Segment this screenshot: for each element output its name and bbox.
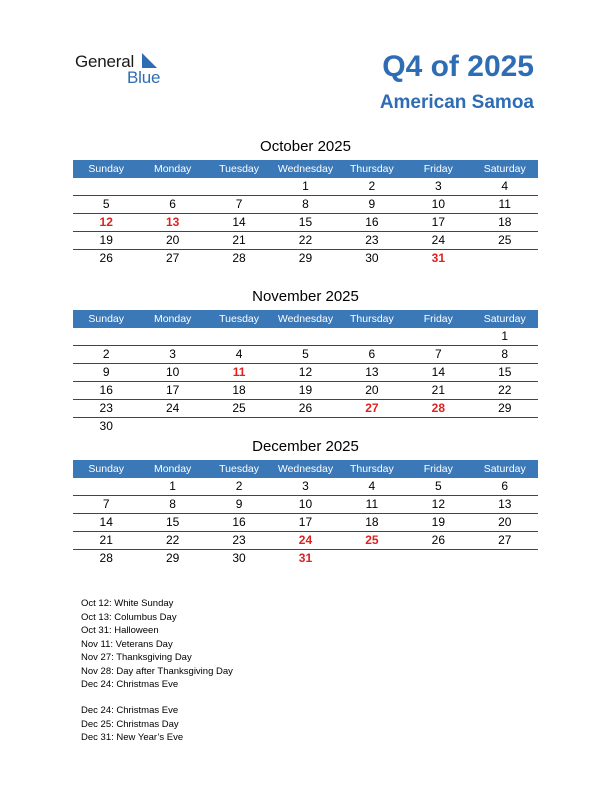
day-cell: 11 bbox=[365, 497, 379, 511]
day-cell bbox=[272, 328, 338, 345]
weekday-label: Sunday bbox=[88, 463, 125, 475]
weekday-label: Monday bbox=[153, 463, 192, 475]
day-cell: 2 bbox=[235, 479, 243, 493]
holiday-note: Dec 25: Christmas Day bbox=[81, 718, 179, 730]
weekday-label: Sunday bbox=[88, 163, 125, 175]
day-cell: 31 bbox=[431, 251, 445, 265]
day-cell: 10 bbox=[298, 497, 313, 511]
day-cell bbox=[405, 550, 471, 567]
day-cell: 29 bbox=[298, 251, 313, 265]
day-cell: 7 bbox=[102, 497, 110, 511]
week-row bbox=[73, 328, 538, 346]
day-cell: 17 bbox=[165, 383, 180, 397]
day-cell: 26 bbox=[99, 251, 113, 265]
day-cell: 2 bbox=[368, 179, 376, 193]
day-cell bbox=[472, 250, 538, 267]
holiday-note: Oct 31: Halloween bbox=[81, 625, 159, 636]
month-november bbox=[73, 287, 538, 435]
day-cell: 3 bbox=[302, 479, 309, 493]
logo-word-general: General bbox=[75, 52, 135, 71]
weekday-header bbox=[73, 310, 538, 328]
day-cell bbox=[339, 550, 405, 567]
day-cell: 4 bbox=[501, 179, 509, 193]
weekday-header bbox=[73, 160, 538, 178]
day-cell: 8 bbox=[302, 197, 309, 211]
day-cell bbox=[73, 478, 139, 495]
day-cell: 31 bbox=[298, 551, 313, 565]
day-cell: 29 bbox=[498, 401, 512, 415]
week-row bbox=[73, 532, 538, 550]
day-cell: 21 bbox=[431, 383, 445, 397]
month-october bbox=[73, 137, 538, 267]
day-cell: 10 bbox=[165, 365, 180, 379]
day-cell: 15 bbox=[498, 365, 512, 379]
day-cell: 24 bbox=[298, 533, 313, 547]
weekday-label: Wednesday bbox=[277, 163, 334, 175]
holiday-note: Oct 12: White Sunday bbox=[81, 598, 174, 609]
day-cell: 27 bbox=[498, 533, 512, 547]
week-row bbox=[73, 364, 538, 382]
week-row bbox=[73, 496, 538, 514]
day-cell: 27 bbox=[365, 401, 379, 415]
holiday-note: Dec 24: Christmas Eve bbox=[81, 705, 179, 716]
day-cell: 30 bbox=[232, 551, 246, 565]
day-cell: 11 bbox=[232, 365, 246, 379]
day-cell bbox=[405, 418, 471, 435]
day-cell: 7 bbox=[434, 347, 442, 361]
day-cell bbox=[472, 550, 538, 567]
weekday-label: Sunday bbox=[88, 313, 125, 325]
day-cell: 13 bbox=[165, 215, 180, 229]
day-cell: 3 bbox=[169, 347, 176, 361]
day-cell: 27 bbox=[165, 251, 180, 265]
day-cell: 16 bbox=[99, 383, 113, 397]
day-cell: 5 bbox=[302, 347, 309, 361]
day-cell: 11 bbox=[498, 197, 511, 211]
day-cell bbox=[339, 328, 405, 345]
day-cell: 8 bbox=[169, 497, 176, 511]
day-cell bbox=[139, 178, 205, 195]
week-row bbox=[73, 418, 538, 435]
weekday-label: Saturday bbox=[483, 463, 526, 475]
day-cell bbox=[405, 328, 471, 345]
day-cell: 17 bbox=[298, 515, 313, 529]
day-cell: 19 bbox=[99, 233, 113, 247]
weekday-label: Tuesday bbox=[219, 463, 259, 475]
day-cell: 23 bbox=[232, 533, 246, 547]
day-cell: 16 bbox=[365, 215, 379, 229]
day-cell: 1 bbox=[169, 479, 176, 493]
day-cell: 29 bbox=[165, 551, 180, 565]
holiday-notes bbox=[81, 597, 233, 745]
day-cell: 20 bbox=[365, 383, 379, 397]
page-title: Q4 of 2025 bbox=[382, 50, 534, 83]
page-subtitle: American Samoa bbox=[379, 92, 534, 113]
day-cell: 21 bbox=[99, 533, 113, 547]
day-cell: 6 bbox=[501, 479, 509, 493]
holiday-note bbox=[81, 692, 233, 705]
day-cell: 19 bbox=[298, 383, 313, 397]
day-cell: 18 bbox=[232, 383, 246, 397]
weekday-label: Thursday bbox=[350, 163, 394, 175]
day-cell bbox=[206, 178, 272, 195]
day-cell: 28 bbox=[431, 401, 445, 415]
day-cell bbox=[139, 418, 205, 435]
holiday-note: Nov 28: Day after Thanksgiving Day bbox=[81, 665, 233, 677]
day-cell: 14 bbox=[431, 365, 445, 379]
day-cell: 9 bbox=[235, 497, 243, 511]
day-cell: 28 bbox=[232, 251, 246, 265]
day-cell: 9 bbox=[102, 365, 110, 379]
day-cell bbox=[139, 328, 205, 345]
week-row bbox=[73, 514, 538, 532]
weekday-label: Wednesday bbox=[277, 463, 334, 475]
day-cell: 12 bbox=[431, 497, 445, 511]
day-cell bbox=[339, 418, 405, 435]
day-cell: 4 bbox=[235, 347, 243, 361]
day-cell: 25 bbox=[365, 533, 379, 547]
day-cell: 18 bbox=[365, 515, 379, 529]
holiday-note: Dec 24: Christmas Eve bbox=[81, 679, 179, 690]
day-cell: 26 bbox=[298, 401, 313, 415]
week-row bbox=[73, 178, 538, 196]
month-title: November 2025 bbox=[252, 288, 359, 305]
day-cell: 22 bbox=[165, 533, 180, 547]
week-row bbox=[73, 346, 538, 364]
day-cell: 12 bbox=[298, 365, 313, 379]
weekday-header bbox=[73, 460, 538, 478]
day-cell: 12 bbox=[99, 215, 113, 229]
weekday-label: Monday bbox=[153, 163, 192, 175]
day-cell: 2 bbox=[102, 347, 110, 361]
day-cell: 14 bbox=[232, 215, 246, 229]
holiday-note: Nov 11: Veterans Day bbox=[81, 638, 173, 650]
day-cell: 5 bbox=[434, 479, 442, 493]
day-cell: 3 bbox=[434, 179, 442, 193]
day-cell: 30 bbox=[99, 419, 113, 433]
week-row bbox=[73, 232, 538, 250]
week-row bbox=[73, 196, 538, 214]
day-cell bbox=[73, 178, 139, 195]
generalblue-logo bbox=[75, 52, 175, 88]
weekday-label: Friday bbox=[423, 163, 453, 175]
day-cell: 14 bbox=[99, 515, 113, 529]
weekday-label: Wednesday bbox=[277, 313, 334, 325]
weekday-label: Tuesday bbox=[219, 313, 259, 325]
day-cell: 1 bbox=[501, 329, 509, 343]
weekday-label: Saturday bbox=[483, 313, 526, 325]
week-row bbox=[73, 250, 538, 267]
week-row bbox=[73, 400, 538, 418]
week-row bbox=[73, 382, 538, 400]
day-cell: 5 bbox=[102, 197, 110, 211]
day-cell: 19 bbox=[431, 515, 445, 529]
week-row bbox=[73, 214, 538, 232]
day-cell: 30 bbox=[365, 251, 379, 265]
day-cell: 18 bbox=[498, 215, 512, 229]
week-row bbox=[73, 478, 538, 496]
day-cell: 23 bbox=[99, 401, 113, 415]
day-cell: 21 bbox=[232, 233, 246, 247]
weekday-label: Friday bbox=[423, 313, 453, 325]
day-cell: 20 bbox=[165, 233, 180, 247]
weekday-label: Tuesday bbox=[219, 163, 259, 175]
month-title: December 2025 bbox=[252, 438, 359, 455]
day-cell: 16 bbox=[232, 515, 246, 529]
weekday-label: Saturday bbox=[483, 163, 526, 175]
day-cell: 23 bbox=[365, 233, 379, 247]
day-cell: 20 bbox=[498, 515, 512, 529]
day-cell: 7 bbox=[235, 197, 243, 211]
weekday-label: Thursday bbox=[350, 463, 394, 475]
day-cell: 22 bbox=[298, 233, 313, 247]
logo-triangle-icon bbox=[142, 53, 157, 68]
day-cell: 25 bbox=[232, 401, 246, 415]
day-cell: 28 bbox=[99, 551, 113, 565]
day-cell: 15 bbox=[298, 215, 313, 229]
day-cell: 22 bbox=[498, 383, 512, 397]
holiday-note: Dec 31: New Year’s Eve bbox=[81, 732, 184, 743]
holiday-note: Nov 27: Thanksgiving Day bbox=[81, 652, 192, 663]
week-row bbox=[73, 550, 538, 567]
day-cell bbox=[206, 328, 272, 345]
day-cell: 25 bbox=[498, 233, 512, 247]
day-cell: 13 bbox=[365, 365, 379, 379]
day-cell: 13 bbox=[498, 497, 512, 511]
day-cell bbox=[472, 418, 538, 435]
day-cell: 6 bbox=[169, 197, 176, 211]
day-cell: 24 bbox=[165, 401, 180, 415]
day-cell: 17 bbox=[431, 215, 445, 229]
day-cell: 24 bbox=[431, 233, 445, 247]
day-cell: 8 bbox=[501, 347, 509, 361]
month-title: October 2025 bbox=[260, 138, 351, 155]
day-cell bbox=[206, 418, 272, 435]
weekday-label: Thursday bbox=[350, 313, 394, 325]
day-cell bbox=[272, 418, 338, 435]
day-cell: 26 bbox=[431, 533, 445, 547]
day-cell: 9 bbox=[368, 197, 376, 211]
logo-word-blue: Blue bbox=[127, 68, 161, 87]
weekday-label: Monday bbox=[153, 313, 192, 325]
day-cell: 4 bbox=[368, 479, 376, 493]
day-cell: 15 bbox=[165, 515, 180, 529]
day-cell: 6 bbox=[368, 347, 376, 361]
day-cell: 1 bbox=[302, 179, 309, 193]
weekday-label: Friday bbox=[423, 463, 453, 475]
holiday-note: Oct 13: Columbus Day bbox=[81, 611, 177, 623]
day-cell: 10 bbox=[431, 197, 445, 211]
month-december bbox=[73, 437, 538, 567]
day-cell bbox=[73, 328, 139, 345]
